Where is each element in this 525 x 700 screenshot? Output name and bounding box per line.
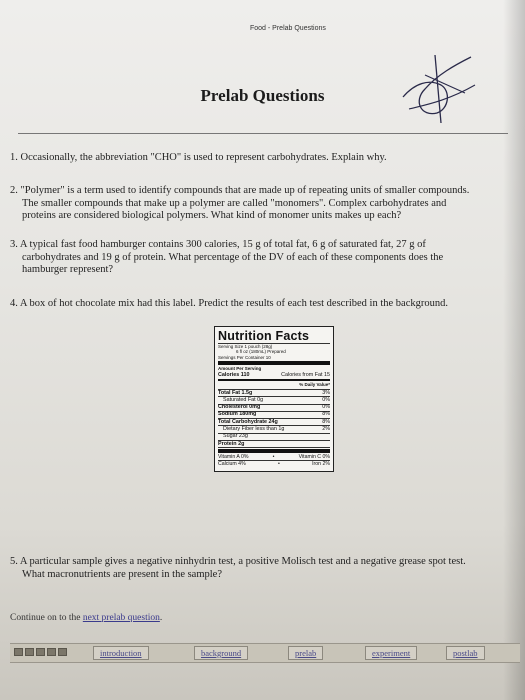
bottom-nav-bar — [10, 643, 520, 663]
question-4: 4. A box of hot chocolate mix had this label. Predict the results of each test described in the background. — [10, 298, 448, 309]
nutrient-row: Cholesterol 0mg 0% — [218, 404, 330, 411]
nutrient-row: Sugar 23g — [223, 433, 248, 440]
question-5: 5. A particular sample gives a negative ninhydrin test, a positive Molisch test and a negative grease spot test. What macronutrients are present in the sample? — [10, 556, 466, 580]
continue-text: Continue on to the next prelab question. — [10, 613, 163, 623]
calories-row: Calories 110 Calories from Fat 15 — [218, 371, 330, 378]
nutrient-row: Sodium 180mg 8% — [218, 411, 330, 418]
nav-experiment-link[interactable]: experiment — [365, 646, 417, 660]
nav-last-icon[interactable] — [58, 648, 67, 656]
question-3: 3. A typical fast food hamburger contains 300 calories, 15 g of total fat, 6 g of saturated fat, 27 g of carbohydrates and 19 g of protein. What percentage of the DV of each of these components does the hamburger represent? — [10, 239, 444, 276]
nutrient-row: Total Fat 1.5g 3% — [218, 389, 330, 396]
next-question-link[interactable]: next prelab question — [82, 613, 160, 623]
nutrient-row: Saturated Fat 0g 0% — [223, 396, 330, 403]
nav-postlab-link[interactable]: postlab — [446, 646, 485, 660]
nav-first-icon[interactable] — [14, 648, 23, 656]
mineral-row: Calcium 4% • Iron 2% — [218, 461, 330, 468]
nutrient-row: Total Carbohydrate 24g 8% — [218, 418, 330, 425]
nutrient-row: Dietary Fiber less than 1g 2% — [223, 426, 330, 433]
nutrient-row: Protein 2g — [218, 440, 245, 447]
nav-background-link[interactable]: background — [194, 646, 248, 660]
nutrition-title: Nutrition Facts — [218, 329, 310, 343]
nutrient-rows — [218, 390, 330, 448]
nav-introduction-link[interactable]: introduction — [93, 646, 149, 660]
title-divider — [18, 133, 508, 134]
question-2: 2. "Polymer" is a term used to identify compounds that are made up of repeating units of smaller compounds. The smaller compounds that make up a polymer are called "monomers". Complex carbohydrates and proteins are considered biological polymers. What kind of monomer units makes up each? — [10, 185, 470, 222]
nav-prelab-link[interactable]: prelab — [288, 646, 323, 660]
nav-next-icon[interactable] — [47, 648, 56, 656]
vitamin-row: Vitamin A 0% • Vitamin C 0% — [218, 453, 330, 460]
nav-prev-icon[interactable] — [25, 648, 34, 656]
handwritten-signature — [395, 35, 485, 130]
nav-icon-group — [14, 648, 67, 656]
question-1: 1. Occasionally, the abbreviation "CHO" is used to represent carbohydrates. Explain why. — [10, 152, 387, 163]
page-header: Food - Prelab Questions — [250, 25, 326, 32]
nav-home-icon[interactable] — [36, 648, 45, 656]
nutrition-facts-label: Nutrition Facts Serving Size 1 pouch (28g) 6 fl oz (180mL) Prepared Servings Per Container 10 Amount Per Serving Calories 110 Calories from Fat 15 % Daily Value* Total Fat 1.5g 3% Saturated Fat 0g 0% Cholesterol 0mg 0% Sodium 180mg 8% Total Carbohydrate 24g 8% Dietary Fiber less than 1g 2% Sugar 23g Protein 2g Vitamin A 0% • Vitamin C 0% Calcium 4% • Iron 2% — [214, 326, 334, 472]
page-title: Prelab Questions — [200, 86, 325, 105]
